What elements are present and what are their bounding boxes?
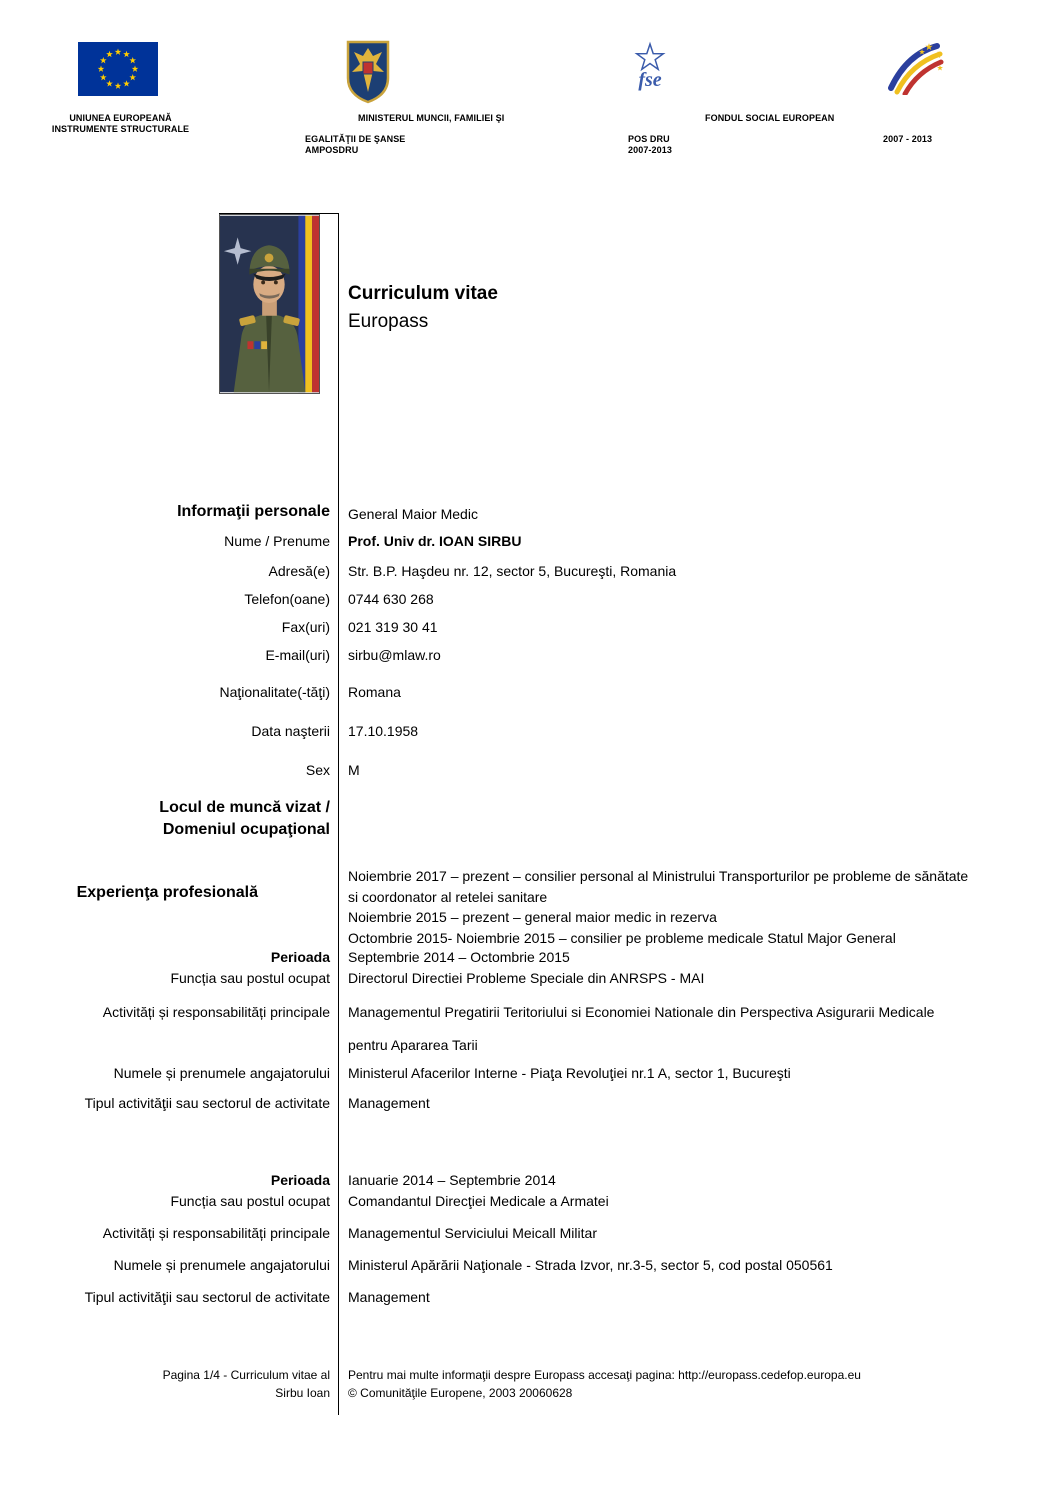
- label-position-job1: Funcția sau postul ocupat: [170, 970, 330, 986]
- structural-instruments-logo: [885, 40, 945, 95]
- value-sex: M: [348, 762, 360, 778]
- ministry-caption-line1: MINISTERUL MUNCII, FAMILIEI ŞI: [358, 113, 505, 123]
- value-nationality: Romana: [348, 684, 401, 700]
- value-birth-date: 17.10.1958: [348, 723, 419, 739]
- ministry-caption-line2: EGALITĂŢII DE ŞANSE: [305, 134, 406, 144]
- value-rank: General Maior Medic: [348, 506, 478, 522]
- label-activities-job1: Activități și responsabilități principale: [102, 1004, 330, 1020]
- footer-copyright: © Comunităţile Europene, 2003 20060628: [348, 1386, 573, 1400]
- label-email: E-mail(uri): [265, 647, 330, 663]
- experience-intro-line2: si coordonator al retelei sanitare: [348, 889, 548, 905]
- label-employer-job1: Numele și prenumele angajatorului: [113, 1065, 330, 1081]
- fse-logo: [620, 38, 680, 98]
- ministry-coat-of-arms-logo: [345, 40, 391, 104]
- value-email: sirbu@mlaw.ro: [348, 647, 441, 663]
- eu-logo-caption: [38, 113, 203, 135]
- label-sector-job2: Tipul activităţii sau sectorul de activitate: [84, 1289, 330, 1305]
- experience-intro-line1: Noiembrie 2017 – prezent – consilier personal al Ministrului Transporturilor pe probleme de sănătate: [348, 868, 969, 884]
- fse-caption-line2: POS DRU: [628, 134, 670, 144]
- label-address: Adresă(e): [268, 563, 330, 579]
- label-experience-section: Experienţa profesională: [76, 884, 258, 901]
- value-employer-job2: Ministerul Apărării Naţionale - Strada Izvor, nr.3-5, sector 5, cod postal 050561: [348, 1257, 833, 1273]
- label-nationality: Naţionalitate(-tăţi): [219, 684, 330, 700]
- label-desired-job-line1: Locul de muncă vizat /: [159, 799, 330, 816]
- value-period-job2: Ianuarie 2014 – Septembrie 2014: [348, 1172, 556, 1188]
- value-period-job1: Septembrie 2014 – Octombrie 2015: [348, 949, 570, 965]
- label-sex: Sex: [305, 762, 330, 778]
- label-fax: Fax(uri): [281, 619, 330, 635]
- footer-page-info-line2: Sirbu Ioan: [275, 1386, 330, 1400]
- value-activities-job1-line1: Managementul Pregatirii Teritoriului si Economiei Nationale din Perspectiva Asigurarii Medicale: [348, 1004, 935, 1020]
- period-caption: 2007 - 2013: [883, 134, 933, 144]
- fse-caption-line3: 2007-2013: [628, 145, 672, 155]
- label-name: Nume / Prenume: [224, 533, 330, 549]
- value-phone: 0744 630 268: [348, 591, 434, 607]
- label-desired-job-line2: Domeniul ocupaţional: [162, 821, 330, 838]
- label-period-job1: Perioada: [270, 949, 330, 965]
- label-period-job2: Perioada: [270, 1172, 330, 1188]
- cv-title: Curriculum vitae: [348, 283, 498, 304]
- eu-flag-logo: [78, 42, 158, 96]
- divider-line: [338, 213, 339, 1415]
- value-fax: 021 319 30 41: [348, 619, 438, 635]
- label-position-job2: Funcția sau postul ocupat: [170, 1193, 330, 1209]
- value-name: Prof. Univ dr. IOAN SIRBU: [348, 533, 522, 549]
- fse-caption-line1: FONDUL SOCIAL EUROPEAN: [705, 113, 835, 123]
- value-sector-job1: Management: [348, 1095, 430, 1111]
- label-sector-job1: Tipul activităţii sau sectorul de activitate: [84, 1095, 330, 1111]
- eu-logo-caption-line2: INSTRUMENTE STRUCTURALE: [51, 124, 190, 134]
- experience-intro-line4: Octombrie 2015- Noiembrie 2015 – consilier pe probleme medicale Statul Major General: [348, 930, 896, 946]
- value-position-job1: Directorul Directiei Probleme Speciale din ANRSPS - MAI: [348, 970, 705, 986]
- cv-subtitle: Europass: [348, 311, 429, 332]
- value-sector-job2: Management: [348, 1289, 430, 1305]
- label-employer-job2: Numele și prenumele angajatorului: [113, 1257, 330, 1273]
- value-position-job2: Comandantul Direcţiei Medicale a Armatei: [348, 1193, 609, 1209]
- ministry-caption-line3: AMPOSDRU: [305, 145, 359, 155]
- label-activities-job2: Activități și responsabilități principale: [102, 1225, 330, 1241]
- footer-page-info-line1: Pagina 1/4 - Curriculum vitae al: [162, 1368, 330, 1382]
- value-activities-job2: Managementul Serviciului Meicall Militar: [348, 1225, 597, 1241]
- value-activities-job1-line2: pentru Apararea Tarii: [348, 1037, 478, 1053]
- label-birth-date: Data naşterii: [251, 723, 330, 739]
- fse-logo-text: fse: [638, 69, 662, 91]
- portrait-photo: [219, 214, 320, 394]
- experience-intro-line3: Noiembrie 2015 – prezent – general maior medic in rezerva: [348, 909, 717, 925]
- eu-logo-caption-line1: UNIUNEA EUROPEANĂ: [69, 113, 172, 123]
- label-phone: Telefon(oane): [244, 591, 330, 607]
- footer-europass-info: Pentru mai multe informaţii despre Europass accesaţi pagina: http://europass.cedefop.europa.eu: [348, 1368, 861, 1382]
- label-personal-info: Informaţii personale: [177, 503, 330, 520]
- value-employer-job1: Ministerul Afacerilor Interne - Piaţa Revoluţiei nr.1 A, sector 1, Bucureşti: [348, 1065, 791, 1081]
- value-address: Str. B.P. Haşdeu nr. 12, sector 5, Bucureşti, Romania: [348, 563, 677, 579]
